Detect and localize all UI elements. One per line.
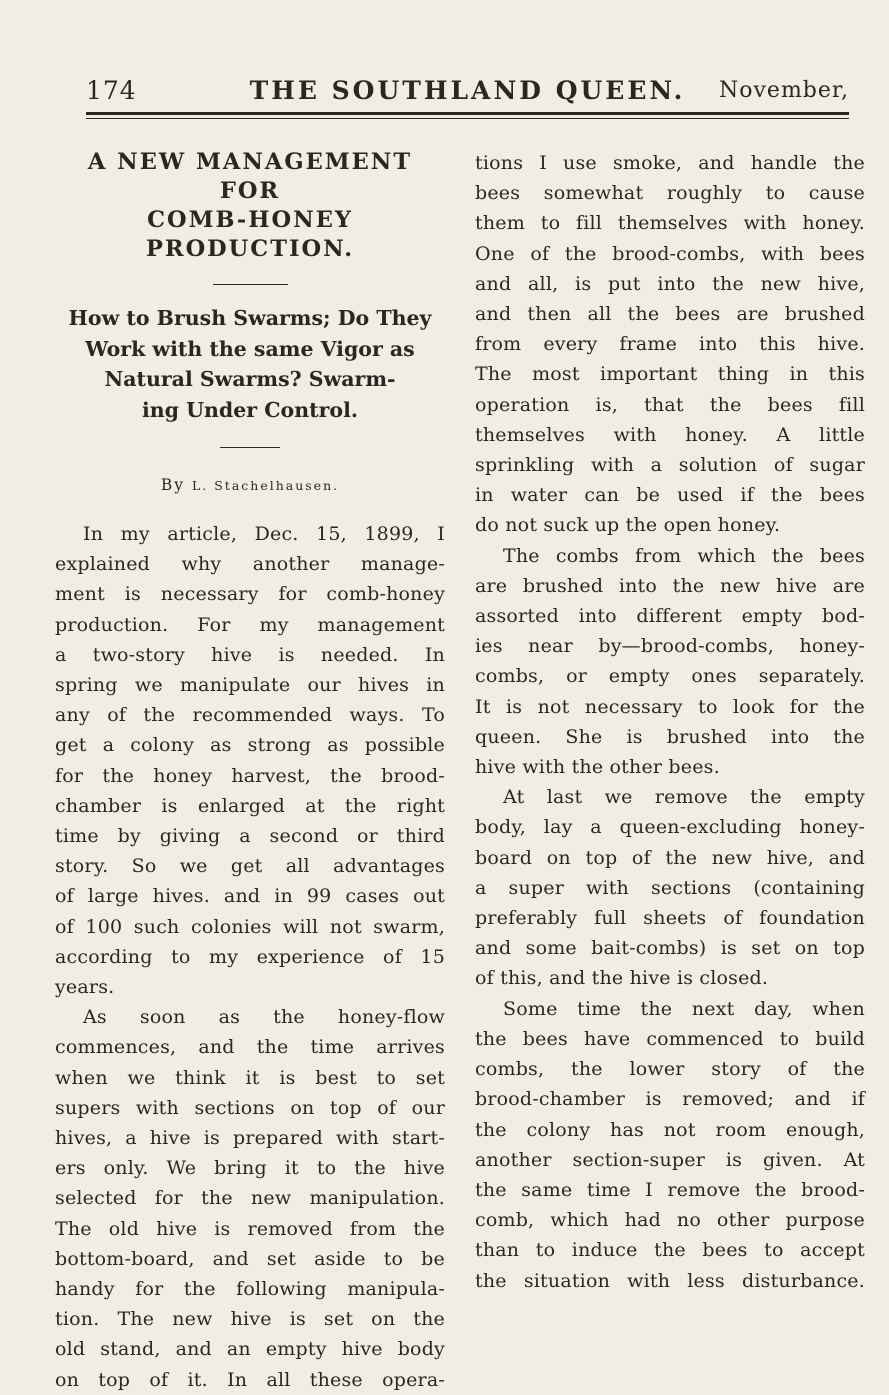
text-line: queen. She is brushed into the: [475, 725, 865, 748]
text-line: ers only. We bring it to the hive: [55, 1157, 445, 1180]
byline-prefix: By: [160, 476, 186, 494]
right-column: [475, 148, 865, 1296]
text-line: when we think it is best to set: [55, 1066, 445, 1089]
running-head: [86, 76, 849, 110]
text-line: tions I use smoke, and handle the: [475, 152, 865, 174]
text-line: supers with sections on top of our: [55, 1096, 445, 1119]
article-subtitle-line: ing Under Control.: [141, 397, 359, 422]
text-line: At last we remove the empty: [503, 786, 865, 809]
text-line: than to induce the bees to accept: [475, 1239, 865, 1262]
text-line: selected for the new manipulation.: [55, 1187, 445, 1210]
paragraph-1: [55, 519, 445, 1002]
text-line: any of the recommended ways. To: [55, 704, 445, 727]
text-line: old stand, and an empty hive body: [55, 1338, 445, 1361]
byline: [55, 476, 445, 494]
subtitle-divider: [220, 447, 280, 448]
text-line: and then all the bees are brushed: [475, 303, 865, 326]
text-line: It is not necessary to look for the: [475, 695, 865, 718]
text-line: bottom-board, and set aside to be: [55, 1247, 445, 1270]
article-subtitle: [55, 303, 445, 425]
text-line: One of the brood-combs, with bees: [475, 242, 865, 265]
text-line: time by giving a second or third: [55, 825, 445, 848]
text-line: The old hive is removed from the: [55, 1217, 445, 1240]
text-line: themselves with honey. A little: [475, 423, 865, 446]
text-line: Some time the next day, when: [503, 997, 865, 1020]
text-line: assorted into different empty bod-: [475, 605, 865, 628]
text-line: chamber is enlarged at the right: [55, 794, 445, 817]
text-line: commences, and the time arrives: [55, 1036, 445, 1059]
text-line: operation is, that the bees fill: [475, 393, 865, 416]
article-title: [55, 148, 445, 264]
text-line: the same time I remove the brood-: [475, 1178, 865, 1201]
text-line: of this, and the hive is closed.: [475, 967, 769, 990]
text-line: them to fill themselves with honey.: [475, 212, 865, 235]
article-title-line: COMB-HONEY PRODUCTION.: [145, 207, 355, 262]
article-subtitle-line: Natural Swarms? Swarm-: [104, 367, 396, 391]
text-line: the colony has not room enough,: [475, 1118, 865, 1141]
text-line: handy for the following manipula-: [55, 1278, 445, 1301]
text-line: of large hives. and in 99 cases out: [55, 885, 445, 908]
paragraph-5: [475, 994, 865, 1296]
paragraph-3: [475, 541, 865, 783]
text-line: The combs from which the bees: [503, 544, 865, 567]
text-line: board on top of the new hive, and: [475, 846, 865, 869]
text-line: spring we manipulate our hives in: [55, 674, 445, 697]
text-line: according to my experience of 15: [55, 945, 445, 968]
text-line: hive with the other bees.: [475, 756, 720, 779]
text-line: As soon as the honey-flow: [83, 1006, 445, 1029]
text-line: comb, which had no other purpose: [475, 1209, 865, 1232]
text-line: explained why another manage-: [55, 553, 445, 576]
text-line: on top of it. In all these opera-: [55, 1368, 445, 1391]
text-line: brood-chamber is removed; and if: [475, 1088, 865, 1111]
paragraph-4: [475, 782, 865, 993]
text-line: the bees have commenced to build: [475, 1027, 865, 1050]
left-column: [55, 148, 445, 1395]
text-line: story. So we get all advantages: [55, 855, 445, 878]
header-rule-thin: [86, 118, 849, 119]
text-line: ment is necessary for comb-honey: [55, 583, 445, 606]
text-line: a two-story hive is needed. In: [55, 643, 445, 666]
text-line: In my article, Dec. 15, 1899, I: [83, 523, 445, 545]
text-line: preferably full sheets of foundation: [475, 907, 865, 930]
paragraph-2: [55, 1002, 445, 1395]
text-line: production. For my management: [55, 613, 445, 636]
text-line: and all, is put into the new hive,: [475, 272, 865, 295]
text-line: do not suck up the open honey.: [475, 514, 781, 537]
text-line: The most important thing in this: [475, 363, 865, 386]
text-line: years.: [55, 976, 115, 999]
header-rule-thick: [86, 112, 849, 115]
text-line: combs, the lower story of the: [475, 1058, 865, 1081]
text-line: combs, or empty ones separately.: [475, 665, 865, 688]
paragraph-2-continued: [475, 148, 865, 541]
text-line: sprinkling with a solution of sugar: [475, 454, 865, 477]
text-line: in water can be used if the bees: [475, 484, 865, 507]
author-name: L. Stachelhausen.: [191, 478, 340, 493]
text-line: for the honey harvest, the brood-: [55, 764, 445, 787]
text-line: ies near by—brood-combs, honey-: [475, 635, 865, 658]
text-line: are brushed into the new hive are: [475, 574, 865, 597]
journal-title: THE SOUTHLAND QUEEN.: [249, 76, 686, 105]
text-line: get a colony as strong as possible: [55, 734, 445, 757]
text-line: tion. The new hive is set on the: [55, 1308, 445, 1331]
text-line: and some bait-combs) is set on top: [475, 937, 865, 960]
article-title-line: A NEW MANAGEMENT FOR: [87, 149, 413, 204]
text-line: bees somewhat roughly to cause: [475, 182, 865, 205]
title-divider: [213, 284, 288, 285]
text-line: body, lay a queen-excluding honey-: [475, 816, 865, 839]
article-subtitle-line: Work with the same Vigor as: [85, 336, 415, 361]
text-line: of 100 such colonies will not swarm,: [55, 915, 445, 938]
article-subtitle-line: How to Brush Swarms; Do They: [68, 306, 432, 330]
text-line: the situation with less disturbance.: [475, 1269, 865, 1292]
text-line: a super with sections (containing: [475, 876, 865, 899]
text-line: from every frame into this hive.: [475, 333, 865, 356]
issue-month: November,: [719, 78, 849, 103]
text-line: hives, a hive is prepared with start-: [55, 1127, 445, 1150]
page-number: 174: [86, 76, 137, 105]
text-line: another section-super is given. At: [475, 1148, 865, 1171]
